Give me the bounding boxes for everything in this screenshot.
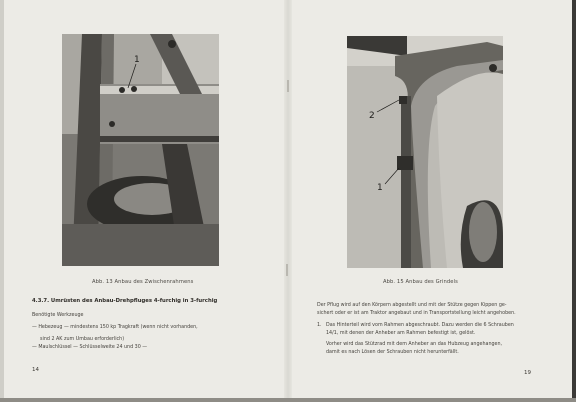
step-line: Das Hinterteil wird vom Rahmen abgeschraubt. Dazu werden die 6 Schrauben — [326, 323, 514, 328]
figure-15-caption: Abb. 15 Anbau des Grindels — [383, 279, 458, 285]
page-edge-left — [0, 0, 4, 402]
callout-1: 1 — [134, 55, 140, 65]
section-heading: 4.3.7. Umrüsten des Anbau-Drehpfluges 4-furchig in 3-furchig — [32, 298, 218, 304]
page-number-left: 14 — [32, 367, 39, 373]
step-number: 1. — [317, 323, 322, 328]
binding-mark — [286, 264, 288, 276]
plough-frame-photo — [62, 34, 219, 266]
tools-heading: Benötigte Werkzeuge — [32, 313, 84, 318]
figure-13-photo — [62, 34, 219, 266]
page-edge-bottom — [0, 398, 576, 402]
grindel-photo — [347, 36, 503, 268]
step-line: 14/1, mit denen der Anheber am Rahmen befestigt ist, gelöst. — [326, 331, 476, 336]
callout-2: 2 — [369, 111, 375, 121]
extra-line: damit es nach Lösen der Schrauben nicht herunterfällt. — [326, 350, 459, 355]
figure-15-photo — [347, 36, 503, 268]
callout-1: 1 — [377, 183, 383, 193]
tools-line: sind 2 AK zum Umbau erforderlich) — [40, 337, 125, 342]
intro-line: Der Pflug wird auf den Körpern abgestellt und mit der Stütze gegen Kippen ge- — [317, 303, 507, 308]
book-gutter — [284, 0, 292, 402]
page-number-right: 19 — [524, 370, 531, 376]
binding-mark — [287, 80, 289, 92]
tools-line: — Hebezeug — mindestens 150 kp Tragkraft (wenn nicht vorhanden, — [32, 325, 198, 330]
extra-line: Vorher wird das Stützrad mit dem Anheber an das Hubzeug angehangen, — [326, 342, 503, 347]
tools-line: — Maulschlüssel — Schlüsselweite 24 und 30 — — [32, 345, 148, 350]
intro-line: sichert oder er ist am Traktor angebaut und in Transportstellung leicht angehoben. — [317, 311, 516, 316]
page-edge-right — [572, 0, 576, 402]
figure-13-caption: Abb. 13 Anbau des Zwischenrahmens — [92, 279, 194, 285]
